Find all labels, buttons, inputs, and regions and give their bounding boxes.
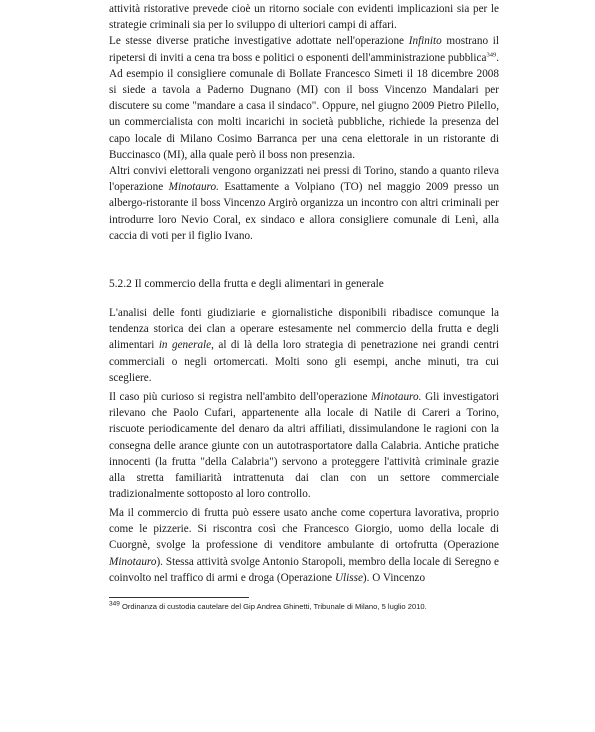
text-span: , al di là della loro strategia di penetrazione nei grandi centri commerciali o negli ortomercati. Molti sono gli esempi, anche minuti, tra cui scegliere.	[109, 339, 500, 384]
paragraph-intro	[109, 1, 499, 244]
operation-name: Ulisse	[334, 571, 363, 584]
text-span: L'analisi delle fonti giudiziarie e giornalistiche disponibili ribadisce comunque la tendenza storica dei clan a operare estesamente nel commercio della frutta e degli alimentari	[109, 307, 499, 352]
section-heading: 5.2.2 Il commercio della frutta e degli alimentari in generale	[109, 278, 384, 290]
paragraph-caso-curioso	[109, 389, 499, 502]
paragraph-copertura	[109, 505, 499, 586]
paragraph-infinito	[109, 33, 499, 163]
text-span: Gli investigatori rilevano che Paolo Cufari, appartenente alla locale di Natile di Careri a Torino, riscuote periodicamente del denaro da altri affiliati, dissimulandone le ragioni con la consegna delle arance giunte con un autotrasportatore dalla Calabria. Antiche pratiche innocenti (la frutta "della Calabria") servono a proteggere l'attività criminale grazie alla stretta familiarità intrattenuta dai clan con un settore commerciale tradizionalmente sottoposto al loro controllo.	[109, 391, 499, 501]
paragraph-minotauro-convivi	[109, 163, 499, 244]
text-span: Esattamente a Volpiano (TO) nel maggio 2009 presso un albergo-ristorante il boss Vincenzo Argirò organizza un incontro con altri criminali per introdurre loro Nevio Coral, ex sindaco e allora consigliere comunale di Lenì, alla caccia di voti per il figlio Ivano.	[109, 181, 499, 242]
operation-name: Minotauro.	[371, 391, 422, 403]
emphasis: in generale	[158, 339, 212, 352]
text-span: Le stesse diverse pratiche investigative adottate nell'operazione	[109, 35, 409, 48]
footnote-number: 349	[109, 600, 120, 608]
paragraph-intro-line	[109, 1, 499, 33]
footnote-text: Ordinanza di custodia cautelare del Gip Andrea Ghinetti, Tribunale di Milano, 5 luglio 2010.	[119, 602, 427, 611]
operation-name: Minotauro	[109, 555, 157, 568]
operation-name: Infinito	[408, 35, 442, 48]
operation-name: Minotauro.	[168, 181, 219, 194]
footnote-ref: 349	[486, 50, 497, 58]
paragraph-analisi	[109, 305, 499, 386]
text-span: Ma il commercio di frutta può essere usato anche come copertura lavorativa, proprio come le pizzerie. Si riscontra così che Francesco Giorgio, uomo della locale di Cuorgnè, svolge la professione di venditore ambulante di ortofrutta (Operazione	[109, 507, 499, 552]
text-span: ). O Vincenzo	[362, 571, 426, 584]
text-span: Il caso più curioso si registra nell'ambito dell'operazione	[109, 391, 372, 403]
text-span: attività ristorative prevede cioè un ritorno sociale con evidenti implicazioni sia per le strategie criminali sia per lo sviluppo di ulteriori campi di affari.	[109, 3, 499, 32]
footnote-divider	[109, 597, 249, 598]
text-span: ). Stessa attività svolge Antonio Staropoli, membro della locale di Seregno e coinvolto nel traffico di armi e droga (Operazione	[109, 555, 499, 584]
text-span: Altri convivi elettorali vengono organizzati nei pressi di Torino, stando a quanto rileva l'operazione	[109, 165, 499, 194]
text-span: . Ad esempio il consigliere comunale di Bollate Francesco Simeti il 18 dicembre 2008 si siede a tavola a Paderno Dugnano (MI) con il boss Vincenzo Mandalari per discutere su come "mandare a casa il sindaco". Oppure, nel giugno 2009 Pietro Pilello, un commercialista con molti incarichi in società pubbliche, richiede la presenza del capo locale di Milano Cosimo Barranca per una cena elettorale in un ristorante di Buccinasco (MI), alla quale però il boss non presenzia.	[109, 51, 499, 161]
text-span: mostrano il ripetersi di inviti a cena tra boss e politici o esponenti dell'amministrazione pubblica	[109, 35, 500, 64]
footnote	[109, 602, 509, 612]
